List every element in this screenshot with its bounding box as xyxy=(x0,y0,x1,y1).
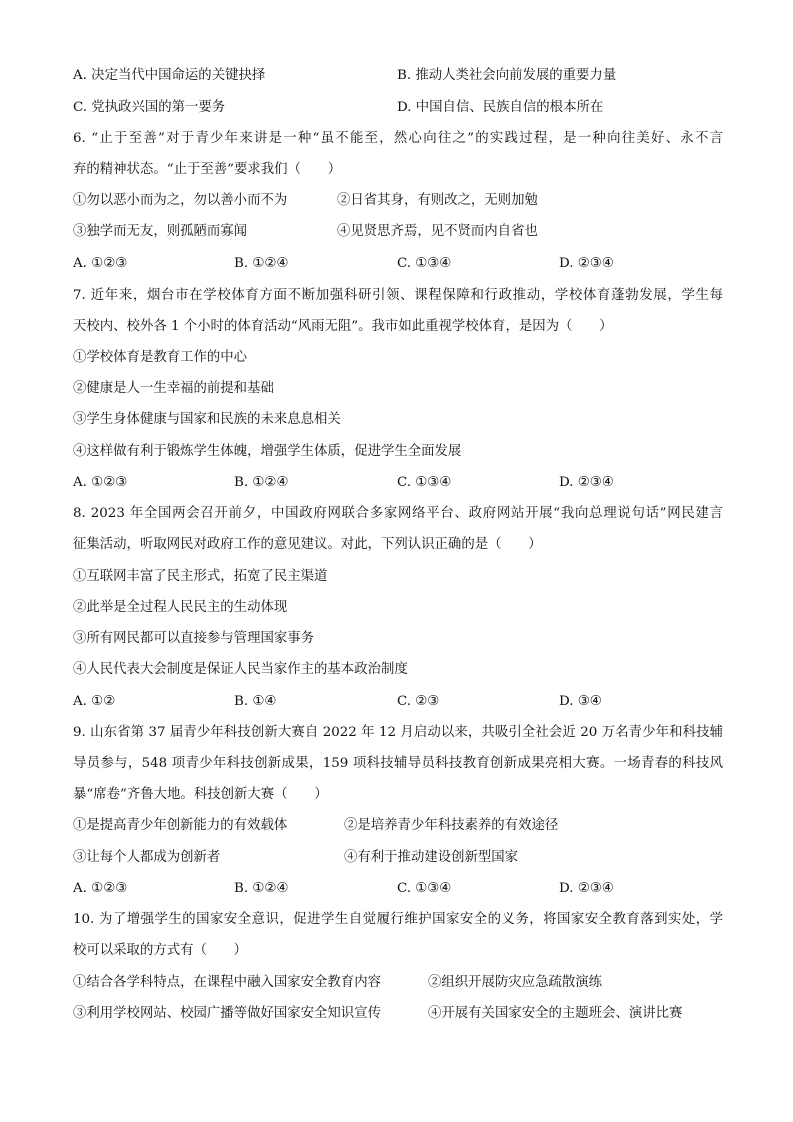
q5-option-b[interactable]: B. 推动人类社会向前发展的重要力量 xyxy=(397,68,617,83)
q7-stem-line-1: 7. 近年来，烟台市在学校体育方面不断加强科研引领、课程保障和行政推动，学校体育蓬勃发展，学生每 xyxy=(73,288,723,303)
q6-item-1: ①勿以恶小而为之，勿以善小而不为 xyxy=(73,193,288,208)
q8-option-b[interactable]: B. ①④ xyxy=(234,694,277,709)
q10-item-2: ②组织开展防灾应急疏散演练 xyxy=(428,975,603,990)
q6-stem-line-2: 弃的精神状态。“止于至善”要求我们（ ） xyxy=(73,162,342,177)
q5-option-c[interactable]: C. 党执政兴国的第一要务 xyxy=(73,100,226,115)
q6-item-4: ④见贤思齐焉，见不贤而内自省也 xyxy=(337,224,538,239)
q9-stem-line-3: 暴“席卷”齐鲁大地。科技创新大赛（ ） xyxy=(73,787,328,802)
q7-item-1: ①学校体育是教育工作的中心 xyxy=(73,350,248,365)
q10-stem-line-1: 10. 为了增强学生的国家安全意识，促进学生自觉履行维护国家安全的义务，将国家安全教育落到实处，学 xyxy=(73,912,723,927)
q9-option-b[interactable]: B. ①②④ xyxy=(234,881,289,896)
q6-option-b[interactable]: B. ①②④ xyxy=(234,256,289,271)
q9-item-2: ②是培养青少年科技素养的有效途径 xyxy=(344,818,559,833)
q9-option-d[interactable]: D. ②③④ xyxy=(559,881,614,896)
q8-option-c[interactable]: C. ②③ xyxy=(397,694,440,709)
q8-option-a[interactable]: A. ①② xyxy=(73,694,116,709)
q9-item-1: ①是提高青少年创新能力的有效载体 xyxy=(73,818,288,833)
q6-item-2: ②日省其身，有则改之，无则加勉 xyxy=(337,193,538,208)
q7-item-4: ④这样做有利于锻炼学生体魄，增强学生体质，促进学生全面发展 xyxy=(73,444,462,459)
q5-option-d[interactable]: D. 中国自信、民族自信的根本所在 xyxy=(397,100,604,115)
q9-option-a[interactable]: A. ①②③ xyxy=(73,881,128,896)
q10-item-4: ④开展有关国家安全的主题班会、演讲比赛 xyxy=(428,1006,683,1021)
q6-stem-line-1: 6. “止于至善”对于青少年来讲是一种“虽不能至，然心向往之”的实践过程，是一种向往美好、永不言 xyxy=(73,131,723,146)
q8-item-4: ④人民代表大会制度是保证人民当家作主的基本政治制度 xyxy=(73,662,408,677)
q7-option-a[interactable]: A. ①②③ xyxy=(73,475,128,490)
q6-option-d[interactable]: D. ②③④ xyxy=(559,256,614,271)
q7-item-2: ②健康是人一生幸福的前提和基础 xyxy=(73,381,274,396)
q7-stem-line-2: 天校内、校外各 1 个小时的体育活动“风雨无阻”。我市如此重视学校体育，是因为（ ） xyxy=(73,319,613,334)
q6-option-c[interactable]: C. ①③④ xyxy=(397,256,452,271)
q9-option-c[interactable]: C. ①③④ xyxy=(397,881,452,896)
q6-option-a[interactable]: A. ①②③ xyxy=(73,256,128,271)
q8-item-3: ③所有网民都可以直接参与管理国家事务 xyxy=(73,631,315,646)
q6-item-3: ③独学而无友，则孤陋而寡闻 xyxy=(73,224,248,239)
q7-item-3: ③学生身体健康与国家和民族的未来息息相关 xyxy=(73,412,341,427)
q7-option-d[interactable]: D. ②③④ xyxy=(559,475,614,490)
q8-stem-line-1: 8. 2023 年全国两会召开前夕，中国政府网联合多家网络平台、政府网站开展“我向总理说句话”网民建言 xyxy=(73,506,723,521)
q10-item-3: ③利用学校网站、校园广播等做好国家安全知识宣传 xyxy=(73,1006,381,1021)
q8-option-d[interactable]: D. ③④ xyxy=(559,694,602,709)
q9-stem-line-1: 9. 山东省第 37 届青少年科技创新大赛自 2022 年 12 月启动以来，共吸引全社会近 20 万名青少年和科技辅 xyxy=(73,725,723,740)
q9-item-4: ④有利于推动建设创新型国家 xyxy=(344,850,519,865)
q10-item-1: ①结合各学科特点，在课程中融入国家安全教育内容 xyxy=(73,975,381,990)
q8-item-2: ②此举是全过程人民民主的生动体现 xyxy=(73,600,288,615)
q5-option-a[interactable]: A. 决定当代中国命运的关键抉择 xyxy=(73,68,266,83)
q7-option-c[interactable]: C. ①③④ xyxy=(397,475,452,490)
q8-stem-line-2: 征集活动，听取网民对政府工作的意见建议。对此，下列认识正确的是（ ） xyxy=(73,537,542,552)
q9-stem-line-2: 导员参与，548 项青少年科技创新成果，159 项科技辅导员科技教育创新成果亮相大赛。一场青春的科技风 xyxy=(73,756,723,771)
q8-item-1: ①互联网丰富了民主形式，拓宽了民主渠道 xyxy=(73,569,328,584)
q7-option-b[interactable]: B. ①②④ xyxy=(234,475,289,490)
q9-item-3: ③让每个人都成为创新者 xyxy=(73,850,221,865)
q10-stem-line-2: 校可以采取的方式有（ ） xyxy=(73,943,248,958)
